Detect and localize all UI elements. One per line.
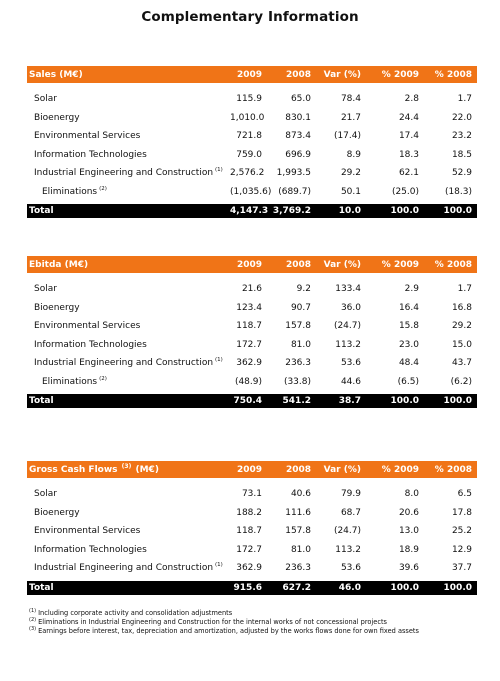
total-value: 915.6 — [233, 582, 262, 593]
row-value: 17.8 — [451, 507, 472, 518]
total-value: 100.0 — [443, 396, 472, 406]
row-value: 37.7 — [451, 563, 472, 574]
row-value: 65.0 — [290, 94, 311, 105]
row-value: 157.8 — [285, 526, 311, 537]
row-value: 2.8 — [404, 94, 419, 105]
row-value: 17.4 — [398, 131, 419, 142]
row-value: 362.9 — [236, 358, 262, 369]
total-value: 4,147.3 — [230, 206, 269, 216]
total-row — [27, 204, 477, 218]
table-title — [27, 70, 230, 80]
row-value: 12.9 — [451, 544, 472, 555]
table-row — [27, 336, 477, 355]
row-value: 157.8 — [285, 321, 311, 332]
row-label — [27, 150, 230, 160]
column-header: Var (%) — [323, 259, 361, 270]
row-value: 39.6 — [398, 563, 419, 574]
row-value: 1.7 — [457, 284, 472, 295]
row-label-text: Environmental Services — [34, 131, 141, 142]
row-label-text: Eliminations — [42, 376, 98, 387]
total-value: 100.0 — [390, 582, 419, 593]
row-label — [27, 321, 230, 331]
row-value: 759.0 — [236, 149, 262, 160]
footnote-mark: (3) — [121, 462, 132, 470]
row-label-text: Industrial Engineering and Construction — [34, 168, 214, 179]
table-row — [27, 541, 477, 560]
row-value: 53.6 — [340, 358, 361, 369]
total-row — [27, 581, 477, 595]
row-value: 16.8 — [451, 302, 472, 313]
footnote-mark: (3) — [29, 626, 37, 632]
row-label — [27, 340, 230, 350]
table-row — [27, 354, 477, 373]
row-value: 21.7 — [340, 112, 361, 123]
row-value: (24.7) — [333, 321, 361, 332]
table-title-text: Gross Cash Flows — [29, 464, 118, 475]
row-label — [27, 187, 230, 197]
table-row — [27, 317, 477, 336]
total-label: Total — [29, 396, 54, 406]
row-label — [27, 489, 230, 499]
table-header — [27, 256, 477, 273]
total-value: 38.7 — [338, 396, 361, 406]
total-value: 100.0 — [390, 396, 419, 406]
row-value: 2,576.2 — [230, 168, 265, 179]
row-value: 118.7 — [236, 526, 262, 537]
footnote-mark: (1) — [29, 608, 37, 614]
footnote-mark: (1) — [215, 562, 223, 569]
column-header: % 2008 — [434, 259, 472, 270]
row-label — [27, 113, 230, 123]
column-header: % 2008 — [434, 464, 472, 475]
table-row — [27, 146, 477, 165]
total-value: 46.0 — [338, 582, 361, 593]
table-row — [27, 280, 477, 299]
table-row — [27, 485, 477, 504]
total-value: 10.0 — [338, 206, 361, 216]
row-value: 873.4 — [285, 131, 311, 142]
spacer — [27, 478, 477, 485]
ebitda-table — [27, 256, 477, 408]
total-label: Total — [29, 206, 54, 216]
total-value: 541.2 — [282, 396, 311, 406]
column-header: Var (%) — [323, 69, 361, 80]
row-value: 62.1 — [398, 168, 419, 179]
row-value: 53.6 — [340, 563, 361, 574]
footnote-text: Eliminations in Industrial Engineering and Construction for the internal works of not concessional projects — [38, 618, 387, 626]
column-header: 2009 — [236, 259, 262, 270]
footnote — [29, 618, 469, 627]
column-header: % 2009 — [381, 464, 419, 475]
row-label-text: Information Technologies — [34, 544, 147, 555]
table-title-unit: (M€) — [135, 464, 159, 475]
row-label-text: Eliminations — [42, 186, 98, 197]
row-value: 16.4 — [398, 302, 419, 313]
row-label — [27, 377, 230, 387]
row-label-text: Solar — [34, 94, 57, 105]
table-title-text: Sales (M€) — [29, 69, 83, 80]
table-title — [27, 462, 230, 475]
row-value: 48.4 — [398, 358, 419, 369]
total-value: 100.0 — [390, 206, 419, 216]
table-header — [27, 461, 477, 478]
row-label — [27, 94, 230, 104]
table-header — [27, 66, 477, 83]
row-value: 78.4 — [340, 94, 361, 105]
row-value: 236.3 — [285, 358, 311, 369]
row-value: 18.9 — [398, 544, 419, 555]
row-value: 172.7 — [236, 339, 262, 350]
row-value: 73.1 — [241, 489, 262, 500]
row-label-text: Solar — [34, 284, 57, 295]
row-label — [27, 358, 230, 368]
column-header: 2009 — [236, 69, 262, 80]
table-title — [27, 260, 230, 270]
row-value: 8.0 — [404, 489, 419, 500]
footnote — [29, 609, 469, 618]
table-row — [27, 164, 477, 183]
table-row — [27, 183, 477, 202]
gross-cash-flows-table — [27, 461, 477, 595]
row-value: 172.7 — [236, 544, 262, 555]
row-value: 36.0 — [340, 302, 361, 313]
total-value: 627.2 — [282, 582, 311, 593]
row-value: 81.0 — [290, 544, 311, 555]
table-row — [27, 559, 477, 578]
total-value: 100.0 — [443, 582, 472, 593]
row-value: 123.4 — [236, 302, 262, 313]
row-label-text: Bioenergy — [34, 112, 80, 123]
column-header: 2008 — [285, 69, 311, 80]
row-value: (1,035.6) — [230, 186, 272, 197]
row-value: 52.9 — [451, 168, 472, 179]
row-value: 236.3 — [285, 563, 311, 574]
row-label — [27, 303, 230, 313]
row-value: 23.0 — [398, 339, 419, 350]
row-label — [27, 508, 230, 518]
row-value: 79.9 — [340, 489, 361, 500]
row-value: 25.2 — [451, 526, 472, 537]
footnote-mark: (2) — [99, 375, 107, 382]
row-label — [27, 284, 230, 294]
row-value: (17.4) — [333, 131, 361, 142]
footnote-mark: (2) — [99, 185, 107, 192]
row-value: 40.6 — [290, 489, 311, 500]
footnote-mark: (1) — [215, 167, 223, 174]
row-value: 24.4 — [398, 112, 419, 123]
total-label: Total — [29, 582, 54, 593]
sales-table — [27, 66, 477, 218]
row-value: 18.5 — [451, 149, 472, 160]
table-row — [27, 299, 477, 318]
row-value: 830.1 — [285, 112, 311, 123]
row-value: (25.0) — [391, 186, 419, 197]
row-value: 20.6 — [398, 507, 419, 518]
table-row — [27, 504, 477, 523]
row-value: 90.7 — [290, 302, 311, 313]
row-value: 113.2 — [335, 544, 361, 555]
row-label-text: Environmental Services — [34, 526, 141, 537]
table-row — [27, 373, 477, 392]
row-value: 696.9 — [285, 149, 311, 160]
row-label-text: Industrial Engineering and Construction — [34, 358, 214, 369]
row-value: 50.1 — [340, 186, 361, 197]
total-value: 750.4 — [233, 396, 262, 406]
row-value: 21.6 — [241, 284, 262, 295]
row-label-text: Bioenergy — [34, 302, 80, 313]
row-value: (48.9) — [234, 376, 262, 387]
row-label-text: Information Technologies — [34, 339, 147, 350]
row-value: 115.9 — [236, 94, 262, 105]
row-value: 15.0 — [451, 339, 472, 350]
row-value: 1,993.5 — [276, 168, 311, 179]
footnote-mark: (1) — [215, 357, 223, 364]
table-row — [27, 90, 477, 109]
row-label — [27, 526, 230, 536]
row-label — [27, 545, 230, 555]
row-value: 2.9 — [404, 284, 419, 295]
column-header: 2009 — [236, 464, 262, 475]
spacer — [27, 273, 477, 280]
total-row — [27, 394, 477, 408]
row-value: (689.7) — [278, 186, 311, 197]
row-value: 111.6 — [285, 507, 311, 518]
row-value: 8.9 — [346, 149, 361, 160]
row-value: 9.2 — [296, 284, 311, 295]
row-value: 18.3 — [398, 149, 419, 160]
footnote — [29, 627, 469, 636]
column-header: 2008 — [285, 259, 311, 270]
row-value: 1,010.0 — [230, 112, 265, 123]
row-label-text: Solar — [34, 489, 57, 500]
row-value: 188.2 — [236, 507, 262, 518]
total-value: 100.0 — [443, 206, 472, 216]
spacer — [27, 83, 477, 90]
footnote-text: Including corporate activity and consolidation adjustments — [38, 609, 233, 617]
table-row — [27, 522, 477, 541]
row-value: 13.0 — [398, 526, 419, 537]
row-value: 29.2 — [340, 168, 361, 179]
row-label — [27, 563, 230, 573]
row-value: 721.8 — [236, 131, 262, 142]
row-value: 1.7 — [457, 94, 472, 105]
column-header: % 2008 — [434, 69, 472, 80]
row-value: 113.2 — [335, 339, 361, 350]
row-label — [27, 131, 230, 141]
row-value: (6.2) — [450, 376, 472, 387]
row-value: (33.8) — [283, 376, 311, 387]
row-value: 81.0 — [290, 339, 311, 350]
footnotes — [29, 609, 469, 636]
column-header: 2008 — [285, 464, 311, 475]
footnote-mark: (2) — [29, 617, 37, 623]
row-value: 29.2 — [451, 321, 472, 332]
row-value: 22.0 — [451, 112, 472, 123]
total-value: 3,769.2 — [272, 206, 311, 216]
row-label-text: Environmental Services — [34, 321, 141, 332]
table-title-text: Ebitda (M€) — [29, 259, 89, 270]
row-value: 133.4 — [335, 284, 361, 295]
row-value: 6.5 — [457, 489, 472, 500]
column-header: % 2009 — [381, 69, 419, 80]
row-label — [27, 168, 230, 178]
row-value: (24.7) — [333, 526, 361, 537]
table-row — [27, 109, 477, 128]
page-title: Complementary Information — [141, 9, 359, 25]
row-label-text: Bioenergy — [34, 507, 80, 518]
row-value: (6.5) — [397, 376, 419, 387]
table-row — [27, 127, 477, 146]
column-header: % 2009 — [381, 259, 419, 270]
row-value: 118.7 — [236, 321, 262, 332]
row-value: 15.8 — [398, 321, 419, 332]
row-label-text: Industrial Engineering and Construction — [34, 563, 214, 574]
row-value: 362.9 — [236, 563, 262, 574]
footnote-text: Earnings before interest, tax, depreciation and amortization, adjusted by the works flows done for own fixed assets — [38, 627, 419, 635]
row-value: 44.6 — [340, 376, 361, 387]
column-header: Var (%) — [323, 464, 361, 475]
row-label-text: Information Technologies — [34, 149, 147, 160]
row-value: (18.3) — [444, 186, 472, 197]
row-value: 68.7 — [340, 507, 361, 518]
row-value: 23.2 — [451, 131, 472, 142]
row-value: 43.7 — [451, 358, 472, 369]
